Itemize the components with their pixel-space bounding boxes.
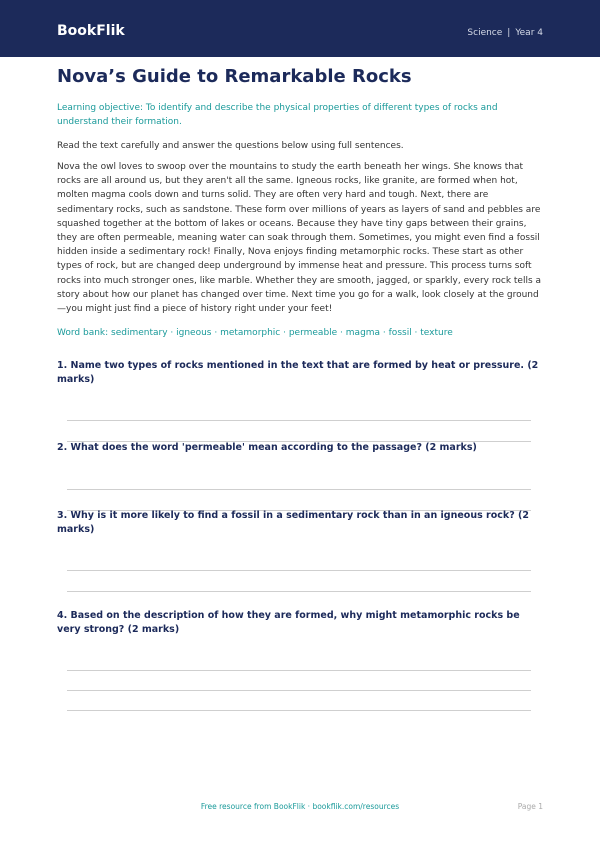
question-block-2 — [57, 441, 543, 511]
worksheet-content — [57, 66, 543, 711]
question-block-4 — [57, 609, 543, 711]
page-number: Page 1 — [517, 802, 543, 811]
subject-label: Science — [467, 28, 503, 38]
learning-objective: Learning objective: To identify and describe the physical properties of different types of rocks and understand their formation. — [57, 103, 498, 127]
question-block-1 — [57, 359, 543, 442]
answer-line[interactable] — [67, 710, 531, 711]
question-block-3 — [57, 509, 543, 592]
subject-year-label — [467, 27, 543, 39]
brand-logo-text[interactable]: BookFlik — [57, 23, 125, 39]
answer-line[interactable] — [67, 489, 531, 490]
question-4-text: 4. Based on the description of how they are formed, why might metamorphic rocks be very strong? (2 marks) — [57, 610, 520, 636]
word-bank: Word bank: sedimentary · igneous · metamorphic · permeable · magma · fossil · texture — [57, 328, 453, 339]
reading-passage: Nova the owl loves to swoop over the mountains to study the earth beneath her wings. She knows that rocks are all around us, but they aren't all the same. Igneous rocks, like granite, are formed when hot, molten magma cools down and turns solid. They are often very hard and tough. Next, there are sedimentary rocks, such as sandstone. These form over millions of years as layers of sand and pebbles are squashed together at the bottom of lakes or oceans. Because they have tiny gaps between their grains, they are often permeable, meaning water can soak through them. Sometimes, you might even find a fossil hidden inside a sedimentary rock! Finally, Nova enjoys finding metamorphic rocks. These start as other types of rock, but are changed deep underground by immense heat and pressure. This process turns soft rocks into much stronger ones, like marble. Whether they are smooth, jagged, or sparkly, every rock tells a story about how our planet has changed over time. Next time you go for a walk, look closely at the ground—you might just find a piece of history right under your feet! — [57, 162, 542, 315]
question-1-text: 1. Name two types of rocks mentioned in the text that are formed by heat or pressure. (2 marks) — [57, 360, 539, 386]
answer-line[interactable] — [67, 670, 531, 671]
question-2-text: 2. What does the word 'permeable' mean according to the passage? (2 marks) — [57, 442, 477, 454]
answer-line[interactable] — [67, 591, 531, 592]
year-label: Year 4 — [515, 28, 543, 38]
answer-line[interactable] — [67, 570, 531, 571]
page-title: Nova’s Guide to Remarkable Rocks — [57, 66, 412, 87]
answer-line[interactable] — [67, 420, 531, 421]
question-3-text: 3. Why is it more likely to find a fossil in a sedimentary rock than in an igneous rock? (2 marks) — [57, 510, 529, 536]
footer-credit[interactable]: Free resource from BookFlik · bookflik.com/resources — [200, 802, 400, 811]
header-bar — [0, 0, 600, 57]
instructions-text: Read the text carefully and answer the questions below using full sentences. — [57, 141, 404, 151]
answer-line[interactable] — [67, 690, 531, 691]
subject-separator: | — [507, 28, 511, 38]
